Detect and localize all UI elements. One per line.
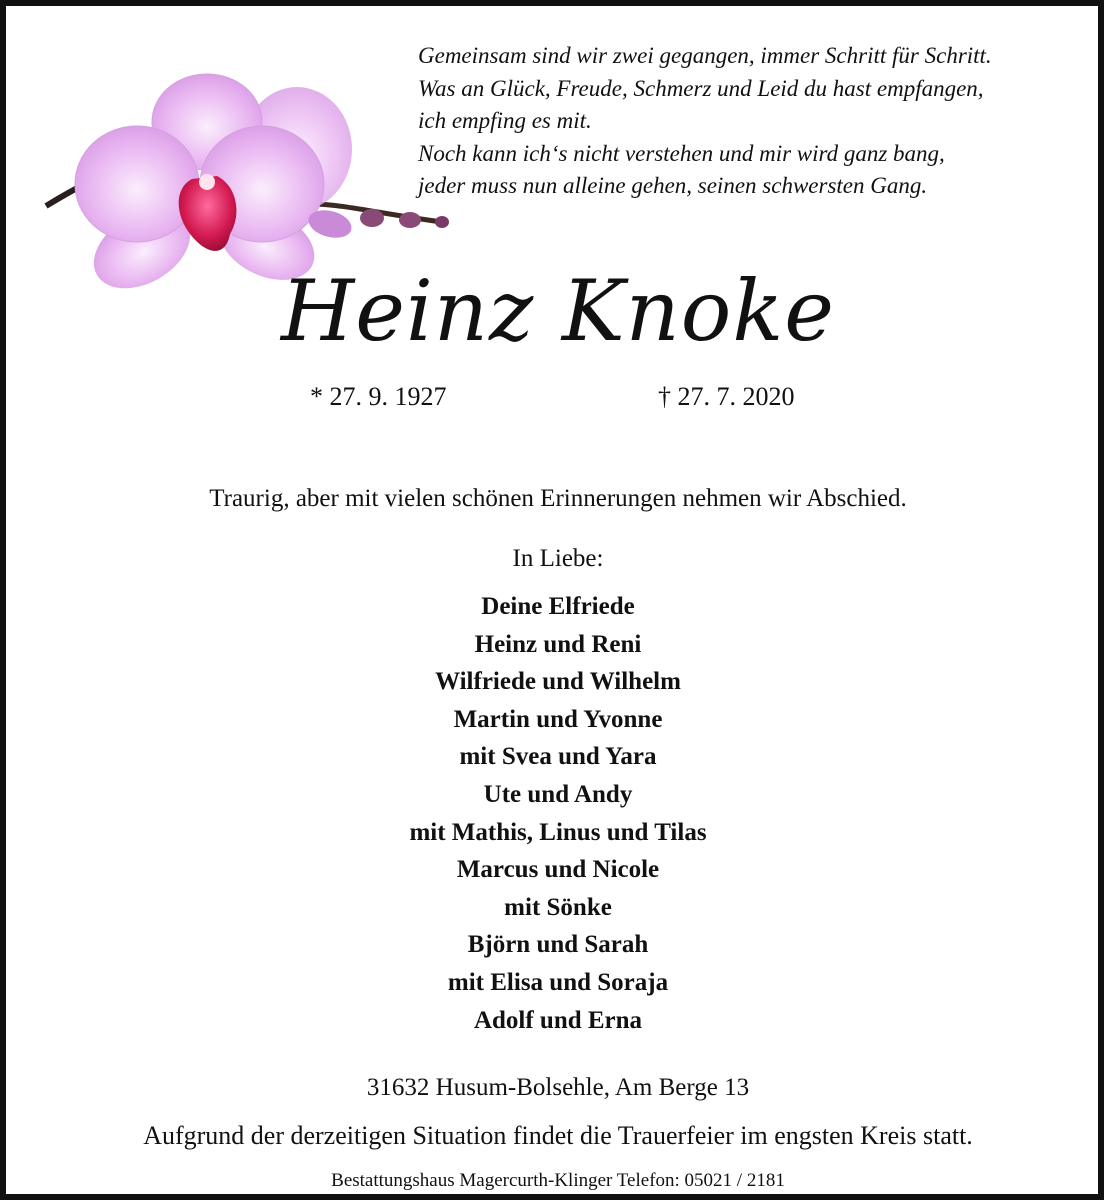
family-member: Heinz und Reni xyxy=(474,630,642,658)
birth-date: * 27. 9. 1927 xyxy=(310,382,447,411)
poem-line: Was an Glück, Freude, Schmerz und Leid du hast empfangen, xyxy=(418,75,984,101)
family-member: Deine Elfriede xyxy=(481,593,635,620)
farewell-text: Traurig, aber mit vielen schönen Erinnerungen nehmen wir Abschied. xyxy=(209,485,907,512)
ceremony-notice: Aufgrund der derzeitigen Situation findet die Trauerfeier im engsten Kreis statt. xyxy=(143,1121,973,1150)
family-member: Martin und Yvonne xyxy=(453,705,663,733)
family-member: mit Sönke xyxy=(504,893,612,921)
poem-line: Gemeinsam sind wir zwei gegangen, immer Schritt für Schritt. xyxy=(418,43,992,68)
family-member: Marcus und Nicole xyxy=(456,856,660,884)
family-member: mit Mathis, Linus und Tilas xyxy=(409,818,707,846)
deceased-name: Heinz Knoke xyxy=(281,262,835,360)
poem xyxy=(418,40,1078,203)
family-member: mit Svea und Yara xyxy=(459,743,657,771)
family-member: Björn und Sarah xyxy=(467,931,649,959)
family-member: mit Elisa und Soraja xyxy=(447,968,669,996)
death-date: † 27. 7. 2020 xyxy=(658,382,795,411)
poem-line: Noch kann ich‘s nicht verstehen und mir wird ganz bang, xyxy=(418,140,945,166)
poem-line: jeder muss nun alleine gehen, seinen schwersten Gang. xyxy=(418,173,928,198)
funeral-home: Bestattungshaus Magercurth-Klinger Telefon: 05021 / 2181 xyxy=(331,1170,785,1191)
address: 31632 Husum-Bolsehle, Am Berge 13 xyxy=(366,1074,750,1101)
poem-line: ich empfing es mit. xyxy=(418,108,592,133)
in-love-label: In Liebe: xyxy=(512,545,604,572)
family-member: Adolf und Erna xyxy=(473,1006,643,1034)
family-member: Ute und Andy xyxy=(483,780,633,808)
family-member: Wilfriede und Wilhelm xyxy=(435,668,681,696)
family-list xyxy=(6,588,1104,1039)
